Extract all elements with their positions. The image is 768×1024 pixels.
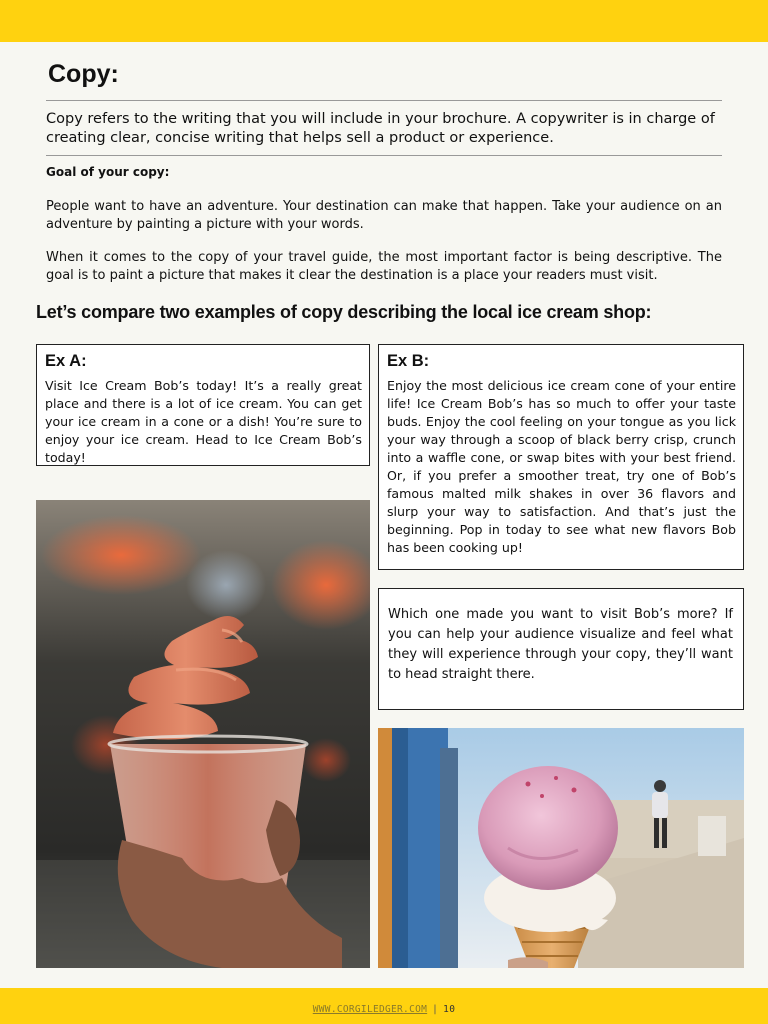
page-title: Copy: (48, 60, 119, 88)
compare-heading: Let’s compare two examples of copy describing the local ice cream shop: (36, 302, 652, 322)
example-b-text: Enjoy the most delicious ice cream cone of your entire life! Ice Cream Bob’s has so much to offer your taste buds. Enjoy the cool feeling on your tongue as you lick your way through a scoop of black berry crisp, crunch into a waffle cone, or swap bites with your best friend. Or, if you prefer a smoother treat, try one of Bob’s famous malted milk shakes in over 36 flavors and slurp your way to satisfaction. And that’s just the beginning. Pop in today to see what new flavors Bob has been cooking up! (387, 378, 736, 555)
goal-heading: Goal of your copy: (46, 165, 170, 179)
ice-cream-cone-photo (378, 728, 744, 968)
title-divider (46, 100, 722, 101)
question-text: Which one made you want to visit Bob’s more? If you can help your audience visualize and feel what they will experience through your copy, they’ll want to head straight there. (388, 607, 733, 682)
example-a-text: Visit Ice Cream Bob’s today! It’s a really great place and there is a lot of ice cream. You can get your ice cream in a cone or a dish! You’re sure to enjoy your ice cream. Head to Ice Cream Bob’s today! (45, 378, 362, 465)
soft-serve-photo (36, 500, 370, 968)
paragraph-adventure: People want to have an adventure. Your destination can make that happen. Take your audience on an adventure by painting a picture with your words. (46, 199, 722, 232)
example-b-heading: Ex B: (387, 352, 430, 370)
example-b-box (378, 344, 744, 570)
page-footer (0, 1004, 768, 1015)
intro-text: Copy refers to the writing that you will include in your brochure. A copywriter is in charge of creating clear, concise writing that helps sell a product or experience. (46, 111, 715, 146)
example-a-box (36, 344, 370, 466)
footer-url-link[interactable]: WWW.CORGILEDGER.COM (312, 1004, 428, 1015)
paragraph-descriptive: When it comes to the copy of your travel guide, the most important factor is being descriptive. The goal is to paint a picture that makes it clear the destination is a place your readers must visit. (46, 250, 722, 283)
example-a-heading: Ex A: (45, 352, 87, 370)
footer-separator: | (432, 1004, 439, 1015)
intro-divider (46, 155, 722, 156)
question-box (378, 588, 744, 710)
top-accent-bar (0, 0, 768, 42)
page-number: 10 (443, 1004, 456, 1015)
